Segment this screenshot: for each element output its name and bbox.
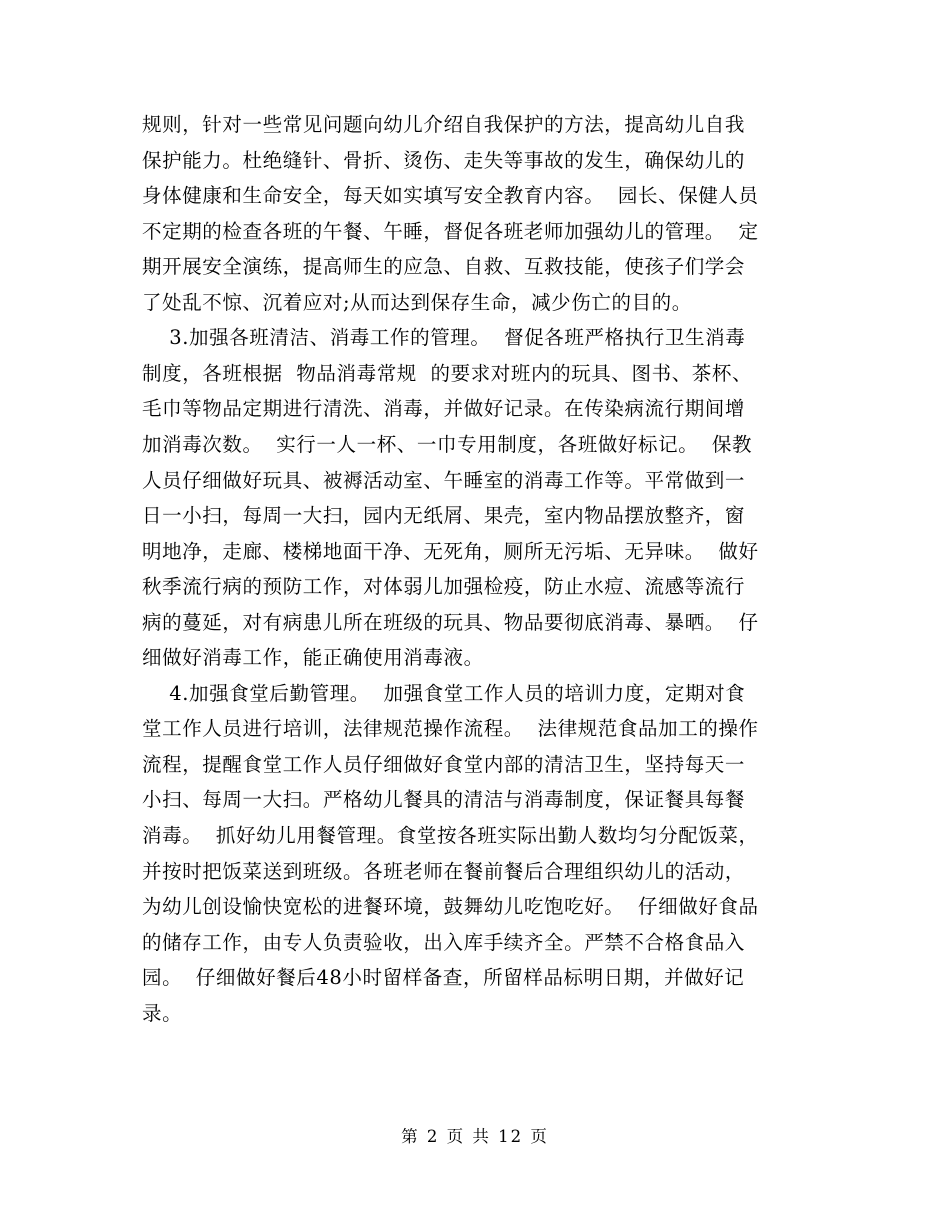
text-line: 日一小扫，每周一大扫，园内无纸屑、果壳，室内物品摆放整齐，窗 xyxy=(142,504,746,527)
text-line: 园。 仔细做好餐后48小时留样备查，所留样品标明日期，并做好记 xyxy=(142,966,745,989)
text-line: 病的蔓延，对有病患儿所在班级的玩具、物品要彻底消毒、暴晒。 仔 xyxy=(142,611,759,634)
text-line: 为幼儿创设愉快宽松的进餐环境，鼓舞幼儿吃饱吃好。 仔细做好食品 xyxy=(142,895,759,918)
text-line: 并按时把饭菜送到班级。各班老师在餐前餐后合理组织幼儿的活动， xyxy=(142,860,746,883)
text-line: 不定期的检查各班的午餐、午睡，督促各班老师加强幼儿的管理。 定 xyxy=(142,220,759,243)
text-line: 明地净，走廊、楼梯地面干净、无死角，厕所无污垢、无异味。 做好 xyxy=(142,540,759,563)
text-line: 期开展安全演练，提高师生的应急、自救、互救技能，使孩子们学会 xyxy=(142,255,746,278)
text-line: 秋季流行病的预防工作，对体弱儿加强检疫，防止水痘、流感等流行 xyxy=(142,575,746,598)
text-line: 3.加强各班清洁、消毒工作的管理。 督促各班严格执行卫生消毒 xyxy=(142,326,746,349)
text-line: 4.加强食堂后勤管理。 加强食堂工作人员的培训力度，定期对食 xyxy=(142,682,746,705)
page-footer: 第 2 页 共 12 页 xyxy=(401,1127,549,1146)
text-line: 消毒。 抓好幼儿用餐管理。食堂按各班实际出勤人数均匀分配饭菜， xyxy=(142,824,759,847)
text-line: 小扫、每周一大扫。严格幼儿餐具的清洁与消毒制度，保证餐具每餐 xyxy=(142,788,746,811)
text-line: 身体健康和生命安全，每天如实填写安全教育内容。 园长、保健人员 xyxy=(142,184,759,207)
text-line: 制度，各班根据 物品消毒常规 的要求对班内的玩具、图书、茶杯、 xyxy=(142,362,753,385)
text-line: 了处乱不惊、沉着应对;从而达到保存生命，减少伤亡的目的。 xyxy=(142,291,692,314)
text-line: 规则，针对一些常见问题向幼儿介绍自我保护的方法，提高幼儿自我 xyxy=(142,113,746,136)
text-line: 保护能力。杜绝缝针、骨折、烫伤、走失等事故的发生，确保幼儿的 xyxy=(142,149,746,172)
text-line: 堂工作人员进行培训，法律规范操作流程。 法律规范食品加工的操作 xyxy=(142,717,759,740)
text-line: 录。 xyxy=(142,1002,183,1025)
text-line: 毛巾等物品定期进行清洗、消毒，并做好记录。在传染病流行期间增 xyxy=(142,397,746,420)
text-line: 的储存工作，由专人负责验收，出入库手续齐全。严禁不合格食品入 xyxy=(142,931,746,954)
text-line: 加消毒次数。 实行一人一杯、一巾专用制度，各班做好标记。 保教 xyxy=(142,433,753,456)
text-line: 流程，提醒食堂工作人员仔细做好食堂内部的清洁卫生，坚持每天一 xyxy=(142,753,746,776)
text-line: 人员仔细做好玩具、被褥活动室、午睡室的消毒工作等。平常做到一 xyxy=(142,469,746,492)
text-line: 细做好消毒工作，能正确使用消毒液。 xyxy=(142,646,484,669)
